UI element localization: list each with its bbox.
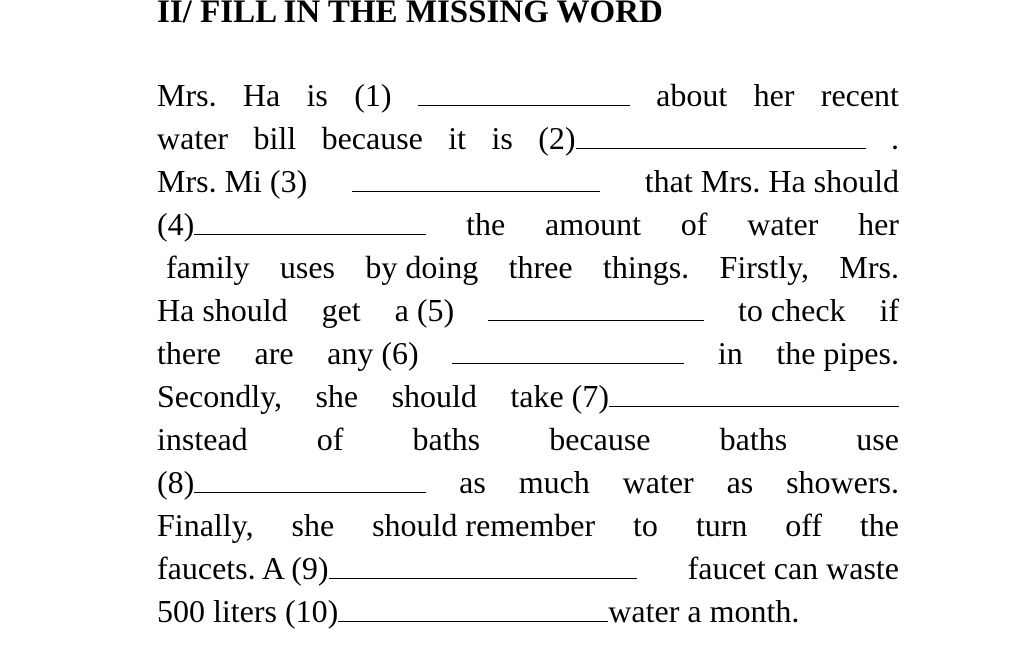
word: (2): [538, 120, 576, 156]
word: off: [785, 507, 822, 543]
blank-3[interactable]: [352, 163, 600, 192]
word: as: [459, 464, 486, 500]
passage-line-11: [157, 504, 899, 547]
word: it: [448, 120, 467, 156]
passage-line-1: [157, 74, 899, 117]
word: her: [753, 77, 795, 113]
word: Firstly,: [719, 249, 810, 285]
word: her: [858, 206, 899, 242]
word: amount: [545, 206, 641, 242]
section-heading: II/ FILL IN THE MISSING WORD: [157, 0, 663, 30]
word: there: [157, 335, 221, 371]
word: she: [291, 507, 335, 543]
word: is: [491, 120, 513, 156]
word: any (6): [327, 335, 419, 371]
word: of: [316, 421, 344, 457]
blank-5[interactable]: [488, 292, 704, 321]
word: get: [321, 292, 361, 328]
word: 500 liters (10): [157, 593, 339, 629]
blank-7[interactable]: [609, 378, 899, 407]
word: take (7): [510, 378, 609, 414]
passage-line-13: [157, 590, 899, 633]
word: use: [856, 421, 899, 457]
word: because: [549, 421, 651, 457]
word: faucet can waste: [687, 550, 899, 586]
word: to: [633, 507, 658, 543]
blank-6[interactable]: [452, 335, 684, 364]
word: uses: [279, 249, 335, 285]
blank-group: [538, 117, 865, 160]
blank-2[interactable]: [576, 120, 866, 149]
blank-10[interactable]: [338, 593, 608, 622]
blank-group: [157, 203, 426, 246]
word: much: [518, 464, 590, 500]
word: of: [680, 206, 708, 242]
word: that Mrs. Ha should: [644, 163, 899, 199]
word: baths: [412, 421, 481, 457]
word: water a month.: [608, 593, 800, 629]
word: things.: [602, 249, 690, 285]
period: .: [890, 120, 899, 156]
passage-line-7: [157, 332, 899, 375]
word: to check: [738, 292, 846, 328]
word: Ha: [242, 77, 281, 113]
word: (1): [354, 77, 392, 113]
blank-1[interactable]: [418, 77, 630, 106]
word: three: [508, 249, 573, 285]
word: as: [726, 464, 754, 500]
blank-group: [157, 461, 426, 504]
word: the pipes.: [776, 335, 899, 371]
word: family: [166, 249, 250, 285]
word: she: [315, 378, 359, 414]
word: baths: [719, 421, 788, 457]
passage-line-4: [157, 203, 899, 246]
passage-line-10: [157, 461, 899, 504]
word: is: [306, 77, 328, 113]
word: the: [859, 507, 899, 543]
word: Mrs.: [839, 249, 899, 285]
word: are: [254, 335, 294, 371]
word: in: [717, 335, 743, 371]
blank-4[interactable]: [194, 206, 426, 235]
word: water: [157, 120, 229, 156]
passage-line-2: [157, 117, 899, 160]
word: Mrs. Mi (3): [157, 163, 308, 199]
blank-group: [157, 547, 637, 590]
passage-line-5: [157, 246, 899, 289]
passage-line-3: [157, 160, 899, 203]
word: (8): [157, 464, 195, 500]
word: Finally,: [157, 507, 254, 543]
word: recent: [820, 77, 899, 113]
word: instead: [157, 421, 248, 457]
word: Ha should: [157, 292, 288, 328]
word: Secondly,: [157, 378, 283, 414]
passage-line-12: [157, 547, 899, 590]
blank-9[interactable]: [329, 550, 637, 579]
word: showers.: [786, 464, 899, 500]
word: the: [466, 206, 506, 242]
word: about: [656, 77, 728, 113]
blank-8[interactable]: [194, 464, 426, 493]
passage-line-6: [157, 289, 899, 332]
word: Mrs.: [157, 77, 217, 113]
word: faucets. A (9): [157, 550, 329, 586]
fill-in-passage: [157, 74, 899, 633]
word: should remember: [372, 507, 596, 543]
word: water: [747, 206, 819, 242]
word: a (5): [394, 292, 455, 328]
word: by doing: [365, 249, 479, 285]
word: should: [391, 378, 477, 414]
blank-group: [510, 375, 899, 418]
word: water: [622, 464, 694, 500]
word: because: [321, 120, 423, 156]
passage-line-9: [157, 418, 899, 461]
word: (4): [157, 206, 195, 242]
word: bill: [253, 120, 297, 156]
word: if: [879, 292, 899, 328]
passage-line-8: [157, 375, 899, 418]
word: turn: [695, 507, 748, 543]
